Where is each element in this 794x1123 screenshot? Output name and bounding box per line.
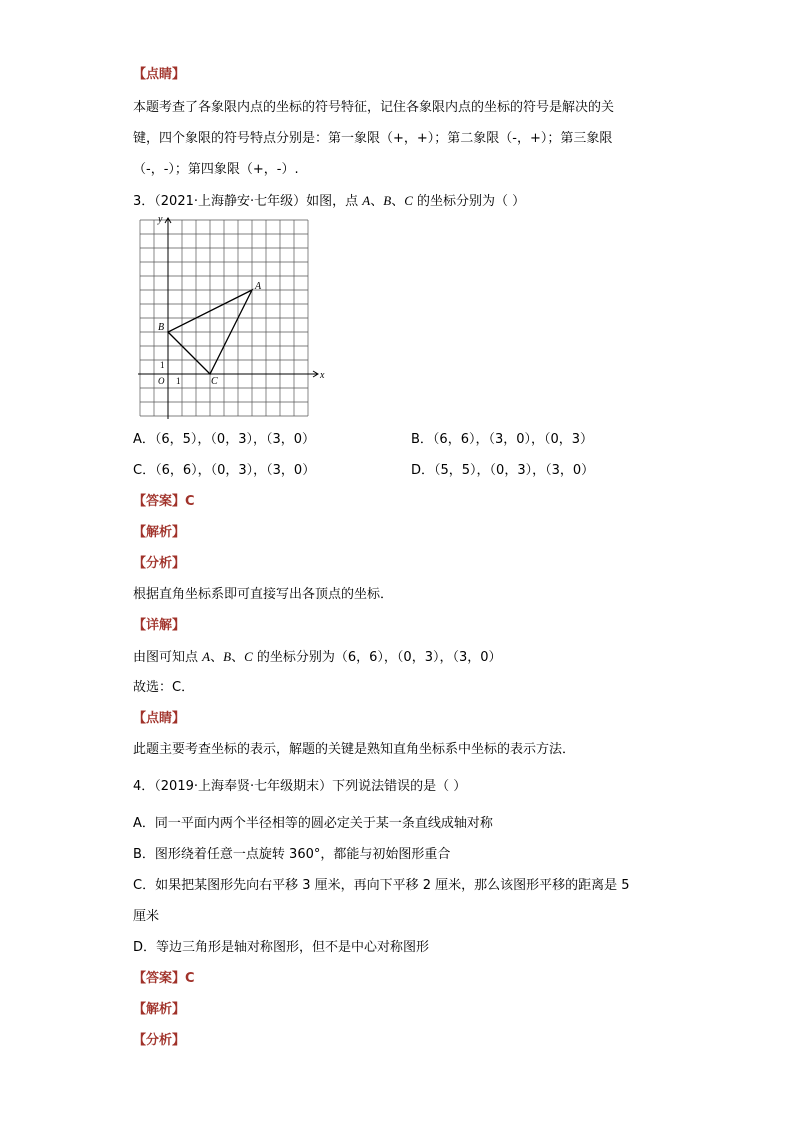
q4-option-b: B．图形绕着任意一点旋转 360°，都能与初始图形重合 <box>133 847 451 862</box>
fenxi-label: 【分析】 <box>133 556 186 571</box>
section-heading: 【点睛】 <box>133 67 186 82</box>
unit-x-label: 1 <box>176 376 181 386</box>
point-a-label: A <box>255 281 262 292</box>
y-axis-label: y <box>158 215 163 225</box>
answer-label: 【答案】C <box>133 494 195 509</box>
stem-text: 的坐标分别为（ ） <box>412 194 526 209</box>
body-line: 键，四个象限的符号特点分别是：第一象限（+，+）；第二象限（-，+）；第三象限 <box>133 131 613 146</box>
point-name: B <box>223 649 232 664</box>
q4-option-c: C．如果把某图形先向右平移 3 厘米，再向下平移 2 厘米，那么该图形平移的距离是 5 <box>133 878 630 893</box>
point-name: A <box>202 649 211 664</box>
option-c: C．（6，6），（0，3），（3，0） <box>133 463 316 478</box>
point-b-label: B <box>158 322 165 333</box>
separator: 、 <box>370 194 384 209</box>
analysis-label: 【解析】 <box>133 525 186 540</box>
detail-text <box>133 648 502 667</box>
grid <box>140 220 308 416</box>
question-3-stem <box>133 192 525 211</box>
analysis-label: 【解析】 <box>133 1002 186 1017</box>
stem-text: 如图，点 <box>306 194 363 209</box>
body-line: （-，-）；第四象限（+，-）. <box>133 162 299 177</box>
coordinate-figure <box>135 215 335 420</box>
body-line: 本题考查了各象限内点的坐标的符号特征，记住各象限内点的坐标的符号是解决的关 <box>133 100 615 115</box>
separator: 、 <box>210 650 224 665</box>
x-axis-label: x <box>320 370 325 381</box>
point-name: B <box>383 193 392 208</box>
separator: 、 <box>231 650 245 665</box>
detail-part: 由图可知点 <box>133 650 203 665</box>
question-source: （2021·上海静安·七年级） <box>154 194 307 209</box>
option-b: B．（6，6），（3，0），（0，3） <box>411 432 594 447</box>
question-number: 3． <box>133 194 155 209</box>
q4-option-a: A．同一平面内两个半径相等的圆必定关于某一条直线成轴对称 <box>133 816 493 831</box>
point-name: C <box>404 193 413 208</box>
q4-option-d: D．等边三角形是轴对称图形，但不是中心对称图形 <box>133 940 430 955</box>
dianjing-text: 此题主要考查坐标的表示，解题的关键是熟知直角坐标系中坐标的表示方法． <box>133 742 576 757</box>
separator: 、 <box>391 194 405 209</box>
answer-label: 【答案】C <box>133 971 195 986</box>
q4-option-c-cont: 厘米 <box>133 909 160 924</box>
unit-y-label: 1 <box>160 360 165 370</box>
dianjing-label: 【点睛】 <box>133 711 186 726</box>
fenxi-label: 【分析】 <box>133 1033 186 1048</box>
point-name: C <box>244 649 253 664</box>
option-a: A．（6，5），（0，3），（3，0） <box>133 432 316 447</box>
fenxi-text: 根据直角坐标系即可直接写出各顶点的坐标． <box>133 587 394 602</box>
point-c-label: C <box>211 376 218 387</box>
option-d: D．（5，5），（0，3），（3，0） <box>411 463 595 478</box>
choose-text: 故选：C． <box>133 680 195 695</box>
detail-part: 的坐标分别为（6，6），（0，3），（3，0） <box>252 650 502 665</box>
origin-label: O <box>158 376 165 386</box>
point-name: A <box>362 193 371 208</box>
question-4-stem: 4．（2019·上海奉贤·七年级期末）下列说法错误的是（ ） <box>133 779 467 794</box>
detail-label: 【详解】 <box>133 618 186 633</box>
